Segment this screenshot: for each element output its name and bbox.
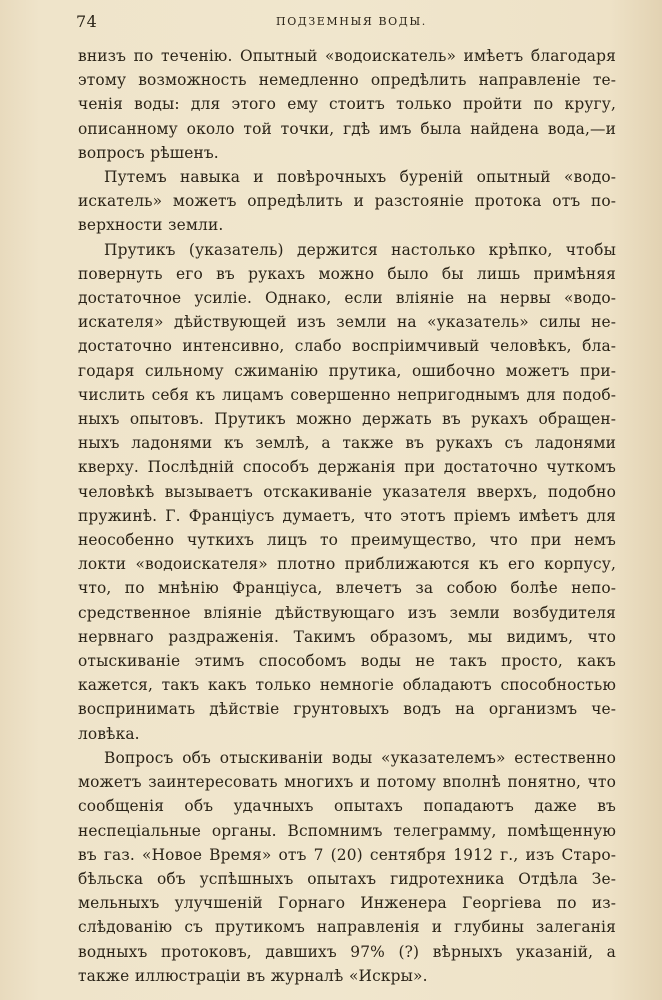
running-head	[76, 12, 616, 32]
paragraph-3: Прутикъ (указатель) держится настолько крѣпко, чтобы повернуть его въ рукахъ можно было бы лишь примѣняя достаточное усиліе. Однако, если вліяніе на нервы «водоискателя» дѣйствующей изъ земли на «указатель» силы недостаточно интенсивно, слабо воспріимчивый человѣкъ, благодаря сильному сжиманію прутика, ошибочно можетъ причислить себя къ лицамъ совершенно непригоднымъ для подобныхъ опытовъ. Прутикъ можно держать въ рукахъ обращенныхъ ладонями къ землѣ, а также въ рукахъ съ ладонями кверху. Послѣдній способъ держанія при достаточно чуткомъ человѣкѣ вызываетъ отскакиваніе указателя вверхъ, подобно пружинѣ. Г. Францiусъ думаетъ, что этотъ пріемъ имѣетъ для неособенно чуткихъ лицъ то преимущество, что при немъ локти «водоискателя» плотно приближаются къ его корпусу, что, по мнѣнію Францiуса, влечетъ за собою болѣе непосредственное вліяніе дѣйствующаго изъ земли возбудителя нервнаго раздраженія. Такимъ образомъ, мы видимъ, что отыскиваніе этимъ способомъ воды не такъ просто, какъ кажется, такъ какъ только немногіе обладаютъ способностью воспринимать дѣйствіе грунтовыхъ водъ на организмъ человѣка.	[78, 240, 616, 743]
body-text	[78, 44, 616, 988]
page-number: 74	[76, 12, 98, 31]
paragraph-1: внизъ по теченію. Опытный «водоискатель» имѣетъ благодаря этому возможность немедленно опредѣлить направленіе теченія воды: для этого ему стоитъ только пройти по кругу, описанному около той точки, гдѣ имъ была найдена вода,—и вопросъ рѣшенъ.	[78, 47, 616, 162]
running-title: ПОДЗЕМНЫЯ ВОДЫ.	[276, 15, 427, 28]
paragraph-2: Путемъ навыка и повѣрочныхъ буреній опытный «водоискатель» можетъ опредѣлить и разстояніе протока отъ поверхности земли.	[78, 168, 616, 235]
paragraph-4: Вопросъ объ отыскиваніи воды «указателемъ» естественно можетъ заинтересовать многихъ и потому вполнѣ понятно, что сообщенія объ удачныхъ опытахъ попадаютъ даже въ неспеціальные органы. Вспомнимъ телеграмму, помѣщенную въ газ. «Новое Время» отъ 7 (20) сентября 1912 г., изъ Старобѣльска объ успѣшныхъ опытахъ гидротехника Отдѣла Земельныхъ улучшеній Горнаго Инженера Георгіева по изслѣдованію съ прутикомъ направленія и глубины залеганія водныхъ протоковъ, давшихъ 97% (?) вѣрныхъ указаній, а также иллюстраціи въ журналѣ «Искры».	[78, 748, 616, 985]
